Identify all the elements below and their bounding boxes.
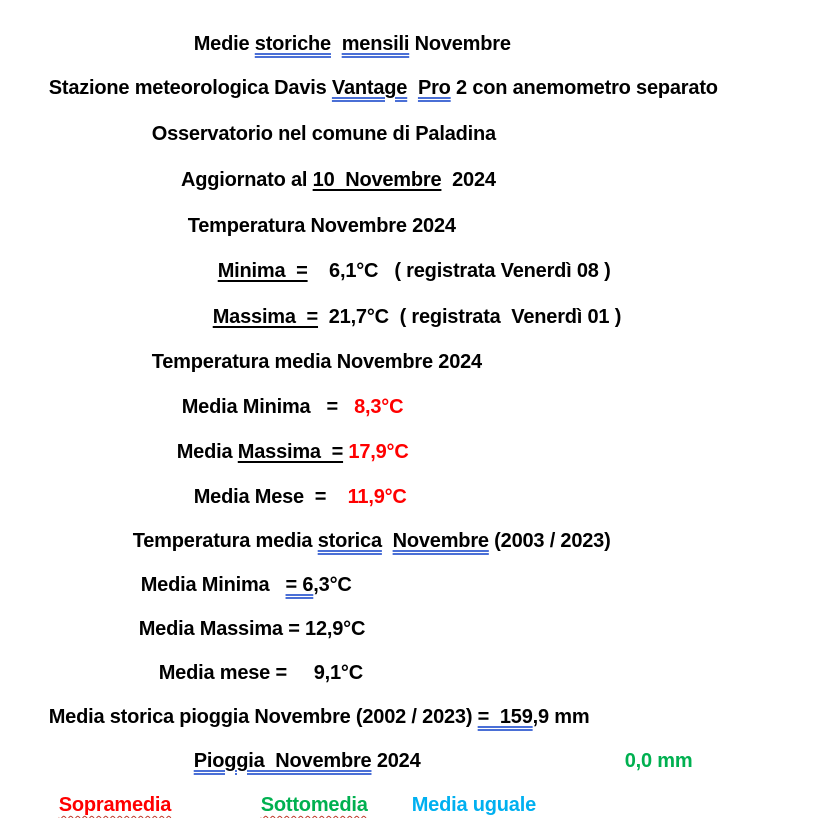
historic-heading-part: [382, 530, 393, 552]
max-label: Massima =: [212, 306, 319, 328]
updated-date: 10 Novembre: [312, 169, 442, 191]
max-value: 21,7°C ( registrata Venerdì 01 ): [318, 306, 622, 328]
title-part: Medie: [193, 33, 255, 55]
historic-min-label: Media Minima: [140, 574, 286, 596]
temp-2024-min: [207, 232, 611, 284]
avg-min-value: 8,3°C: [354, 396, 404, 418]
historic-min-eq: = 6: [285, 574, 314, 596]
station-line: [38, 49, 718, 101]
avg-2024-heading-text: Temperatura media Novembre 2024: [151, 351, 482, 373]
min-value: 6,1°C ( registrata Venerdì 08 ): [307, 260, 611, 282]
observatory-line: [141, 95, 496, 147]
historic-month-text: Media mese = 9,1°C: [158, 662, 363, 684]
title-part: storiche: [254, 33, 331, 55]
avg-max-value: 17,9°C: [348, 441, 409, 463]
avg-max-label: Massima =: [237, 441, 344, 463]
rain-current-label: 2024: [371, 750, 421, 772]
observatory-text: Osservatorio nel comune di Paladina: [151, 123, 496, 145]
updated-part: Aggiornato al: [180, 169, 313, 191]
avg-max-label: Media: [176, 441, 238, 463]
updated-line: [171, 141, 496, 193]
station-part: 2 con anemometro separato: [450, 77, 718, 99]
updated-part: 2024: [441, 169, 496, 191]
avg-min-label: Media Minima =: [181, 396, 355, 418]
legend-equal-text: Media uguale: [411, 794, 537, 816]
historic-heading-part: Novembre: [392, 530, 489, 552]
title-part: Novembre: [409, 33, 511, 55]
legend-above: [48, 766, 171, 818]
rain-current-value-text: 0,0 mm: [624, 750, 693, 772]
min-label: Minima =: [217, 260, 308, 282]
historic-heading-part: storica: [317, 530, 382, 552]
legend-below: [250, 766, 368, 818]
rain-current-label: Pioggia Novembre: [193, 750, 372, 772]
legend-equal: [401, 766, 536, 818]
historic-heading-part: Temperatura media: [132, 530, 318, 552]
rain-historic-eq: = 159: [477, 706, 533, 728]
station-part: Stazione meteorologica Davis: [48, 77, 332, 99]
temp-2024-heading-text: Temperatura Novembre 2024: [187, 215, 456, 237]
rain-historic-label: Media storica pioggia Novembre (2002 / 2023): [48, 706, 478, 728]
historic-max-text: Media Massima = 12,9°C: [138, 618, 366, 640]
historic-heading-part: (2003 / 2023): [488, 530, 611, 552]
station-part: Pro: [417, 77, 451, 99]
title-part: mensili: [341, 33, 410, 55]
legend-below-text: Sottomedia: [260, 794, 368, 816]
avg-month-label: Media Mese =: [193, 486, 348, 508]
rain-historic-value: ,9 mm: [532, 706, 590, 728]
avg-month-value: 11,9°C: [347, 486, 407, 508]
legend-above-text: Sopramedia: [58, 794, 172, 816]
station-part: Vantage: [331, 77, 408, 99]
historic-min-value: ,3°C: [313, 574, 352, 596]
rain-current-value: [614, 722, 692, 774]
